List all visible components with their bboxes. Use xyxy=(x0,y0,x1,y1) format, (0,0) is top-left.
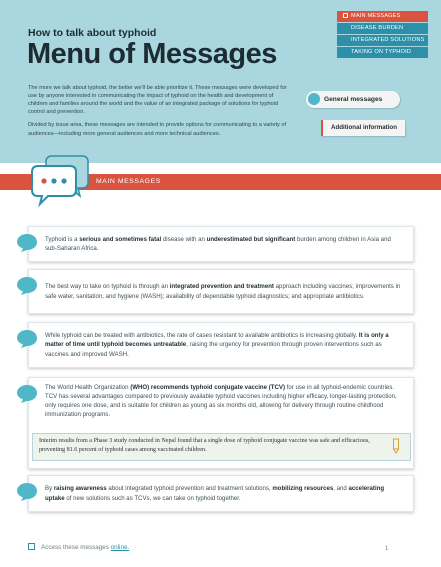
pencil-icon xyxy=(392,438,400,454)
message-text: The World Health Organization (WHO) recommends typhoid conjugate vaccine (TCV) for use in all typhoid-endemic countries. TCV has several advantages compared to previously available typhoid vaccines including higher efficacy, longer-lasting protection, only requires one dose, and is suitable for children as young as six months old, allowing for delivery through routine childhood immunization programs. xyxy=(45,384,397,419)
page-number: 1 xyxy=(385,546,389,552)
message-card-5 xyxy=(28,475,414,512)
legend-general-messages xyxy=(306,91,400,108)
speech-bubble-icon xyxy=(16,233,38,253)
section-banner-label: MAIN MESSAGES xyxy=(96,178,161,185)
speech-bubble-icon xyxy=(16,276,38,296)
intro-paragraph-2: Divided by issue area, these messages are intended to provide options for communicating to a variety of audiences—including more general audiences and more technical audiences. xyxy=(28,122,287,137)
legend-general-label: General messages xyxy=(324,96,383,103)
chat-bubbles-icon xyxy=(30,152,92,210)
speech-bubble-icon xyxy=(16,482,38,502)
message-card-3 xyxy=(28,322,414,368)
message-text: Typhoid is a serious and sometimes fatal disease with an underestimated but significant burden among children in Asia and sub-Saharan Africa. xyxy=(45,235,391,252)
speech-bubble-icon xyxy=(308,93,320,105)
intro-text xyxy=(28,84,290,143)
message-text: While typhoid can be treated with antibiotics, the rate of cases resistant to available antibiotics is increasing globally. It is only a matter of time until typhoid becomes untreatable, raising the urgency for prevention through proven interventions such as vaccines and improved WASH. xyxy=(45,332,389,358)
nav-item-integrated-solutions[interactable] xyxy=(337,35,428,46)
speech-bubble-icon xyxy=(16,329,38,349)
legend-additional-information xyxy=(321,120,405,136)
external-link-icon xyxy=(28,543,35,550)
additional-info-callout xyxy=(32,433,411,461)
nav-item-disease-burden[interactable] xyxy=(337,23,428,34)
message-text: By raising awareness about integrated typhoid prevention and treatment solutions, mobilizing resources, and accelerating uptake of new solutions such as TCVs, we can take on typhoid together. xyxy=(45,485,385,502)
intro-paragraph-1: The more we talk about typhoid, the better we'll be able prioritize it. These messages were developed for use by anyone interested in communicating the impact of typhoid on the health and development of children and families around the world and the value of an integrated package of solutions for typhoid control and prevention. xyxy=(28,85,287,116)
page-pretitle: How to talk about typhoid xyxy=(28,27,157,39)
nav-item-label: MAIN MESSAGES xyxy=(351,13,401,19)
legend-additional-label: Additional information xyxy=(331,124,397,131)
footer xyxy=(28,543,129,551)
footer-online-link[interactable]: online. xyxy=(110,544,130,551)
nav-item-label: TAKING ON TYPHOID xyxy=(351,49,412,55)
nav-item-label: INTEGRATED SOLUTIONS xyxy=(351,37,425,43)
nav-square-icon xyxy=(343,13,348,18)
nav-item-main-messages[interactable] xyxy=(337,11,428,22)
message-card-1 xyxy=(28,226,414,262)
message-card-2 xyxy=(28,269,414,314)
nav-item-taking-on-typhoid[interactable] xyxy=(337,47,428,58)
message-text: The best way to take on typhoid is through an integrated prevention and treatment approach including vaccines; improvements in safe water, sanitation, and hygiene (WASH); availability of dependable typhoid diagnostics; and appropriate antibiotics. xyxy=(45,283,401,300)
section-nav xyxy=(337,11,428,59)
speech-bubble-icon xyxy=(16,384,38,404)
page-title: Menu of Messages xyxy=(27,38,277,70)
footer-text: Access these messages xyxy=(41,544,111,551)
nav-item-label: DISEASE BURDEN xyxy=(351,25,404,31)
callout-text: Interim results from a Phase 3 study conducted in Nepal found that a single dose of typhoid conjugate vaccine was safe and efficacious, preventing 81.6 percent of typhoid cases among vaccinated children. xyxy=(39,438,370,454)
